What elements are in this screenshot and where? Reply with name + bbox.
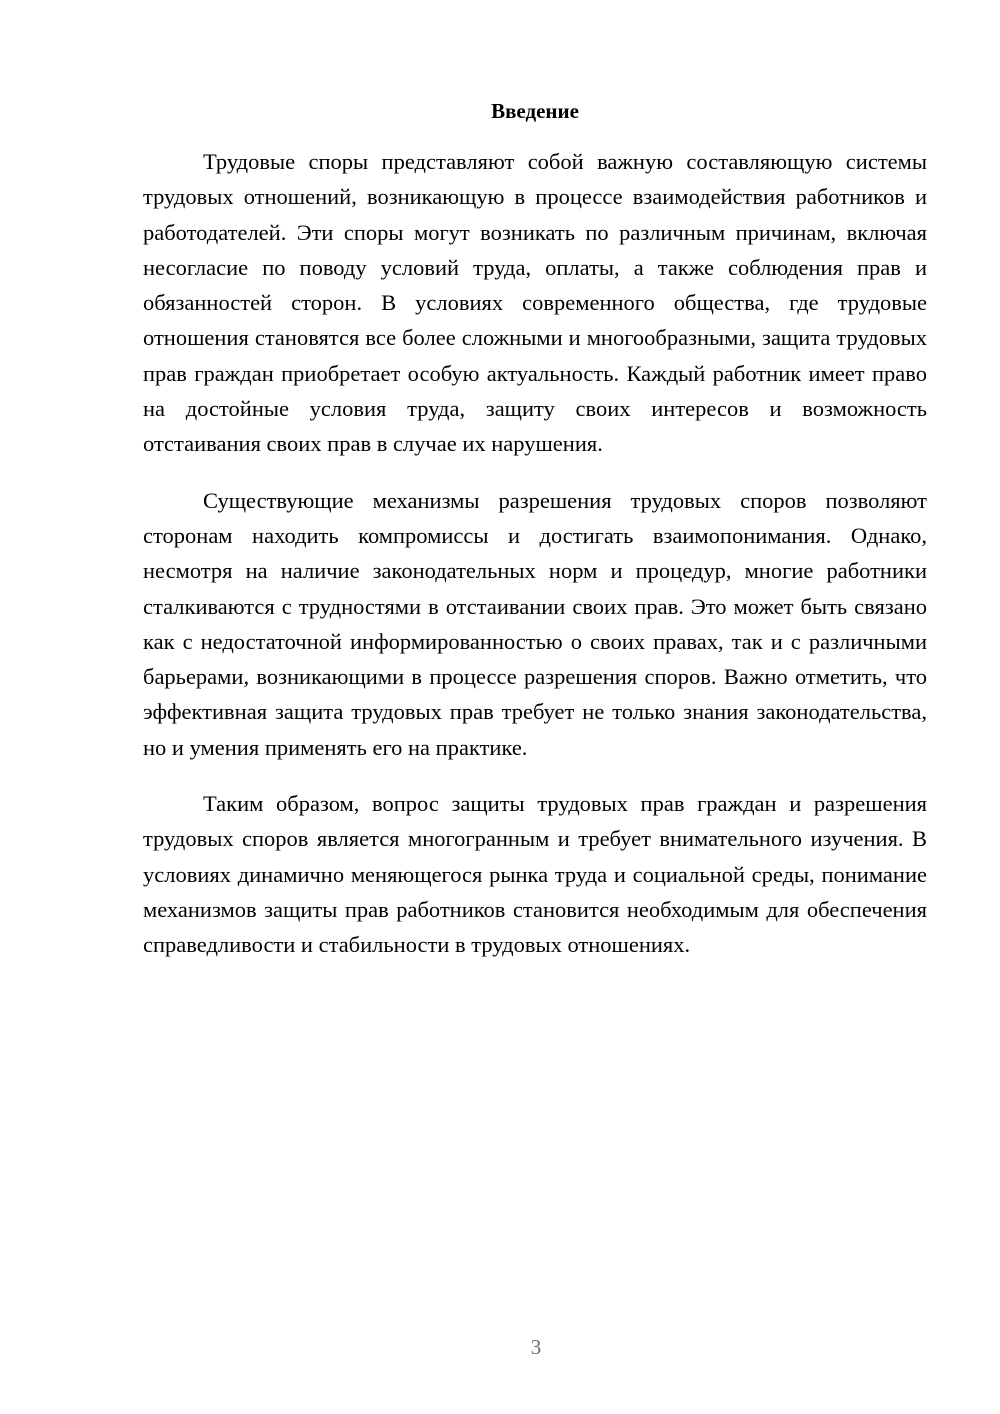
page-number: 3 [530,1335,542,1359]
paragraph-2: Существующие механизмы разрешения трудовых споров позволяют сторонам находить компромиссы и достигать взаимопонимания. Однако, несмотря на наличие законодательных норм и процедур, многие работники сталкиваются с трудностями в отстаивании своих прав. Это может быть связано как с недостаточной информированностью о своих правах, так и с различными барьерами, возникающими в процессе разрешения споров. Важно отметить, что эффективная защита трудовых прав требует не только знания законодательства, но и умения применять его на практике. [143,487,927,760]
section-heading: Введение [491,99,579,123]
paragraph-3: Таким образом, вопрос защиты трудовых прав граждан и разрешения трудовых споров является многогранным и требует внимательного изучения. В условиях динамично меняющегося рынка труда и социальной среды, понимание механизмов защиты прав работников становится необходимым для обеспечения справедливости и стабильности в трудовых отношениях. [143,791,927,958]
page-content [143,95,927,984]
paragraph-1: Трудовые споры представляют собой важную составляющую системы трудовых отношений, возникающую в процессе взаимодействия работников и работодателей. Эти споры могут возникать по различным причинам, включая несогласие по поводу условий труда, оплаты, а также соблюдения прав и обязанностей сторон. В условиях современного общества, где трудовые отношения становятся все более сложными и многообразными, защита трудовых прав граждан приобретает особую актуальность. Каждый работник имеет право на достойные условия труда, защиту своих интересов и возможность отстаивания своих прав в случае их нарушения. [143,149,927,457]
